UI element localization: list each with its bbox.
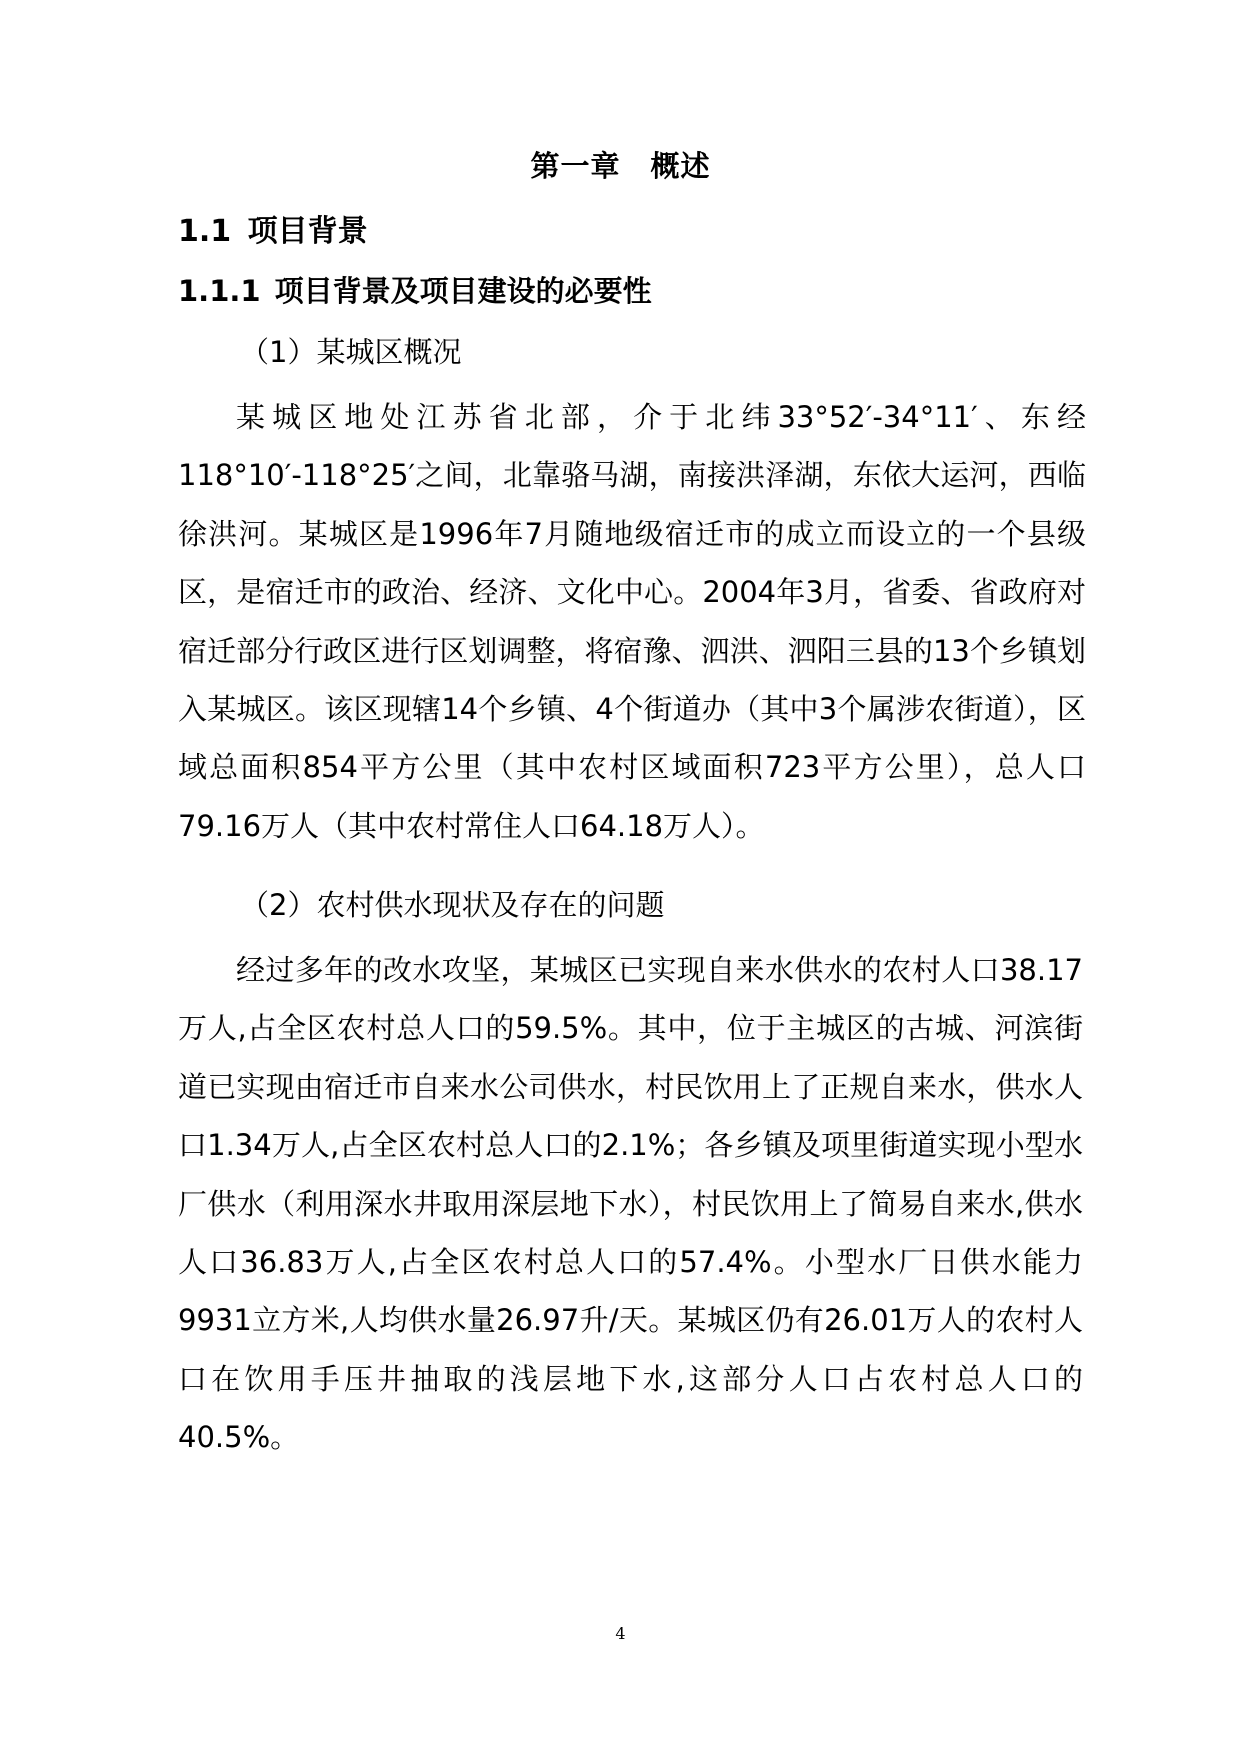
section-heading: 1.1 项目背景	[178, 214, 368, 249]
item2-paragraph: 经过多年的改水攻坚，某城区已实现自来水供水的农村人口38.17万人,占全区农村总人口的59.5%。其中，位于主城区的古城、河滨街道已实现由宿迁市自来水公司供水，村民饮用上了正规自来水，供水人口1.34万人,占全区农村总人口的2.1%；各乡镇及项里街道实现小型水厂供水（利用深水井取用深层地下水），村民饮用上了简易自来水,供水人口36.83万人,占全区农村总人口的57.4%。小型水厂日供水能力9931立方米,人均供水量26.97升/天。某城区仍有26.01万人的农村人口在饮用手压井抽取的浅层地下水,这部分人口占农村总人口的40.5%。	[178, 953, 1083, 1455]
subsection-heading: 1.1.1 项目背景及项目建设的必要性	[178, 274, 652, 308]
item2-heading: （2）农村供水现状及存在的问题	[240, 888, 665, 922]
page-number: 4	[615, 1624, 626, 1643]
item1-heading: （1）某城区概况	[240, 335, 462, 369]
chapter-title: 第一章 概述	[530, 149, 711, 183]
item1-paragraph: 某城区地处江苏省北部，介于北纬33°52′-34°11′、东经118°10′-118°25′之间，北靠骆马湖，南接洪泽湖，东依大运河，西临徐洪河。某城区是1996年7月随地级宿迁市的成立而设立的一个县级区，是宿迁市的政治、经济、文化中心。2004年3月，省委、省政府对宿迁部分行政区进行区划调整，将宿豫、泗洪、泗阳三县的13个乡镇划入某城区。该区现辖14个乡镇、4个街道办（其中3个属涉农街道），区域总面积854平方公里（其中农村区域面积723平方公里），总人口79.16万人（其中农村常住人口64.18万人）。	[178, 400, 1086, 843]
